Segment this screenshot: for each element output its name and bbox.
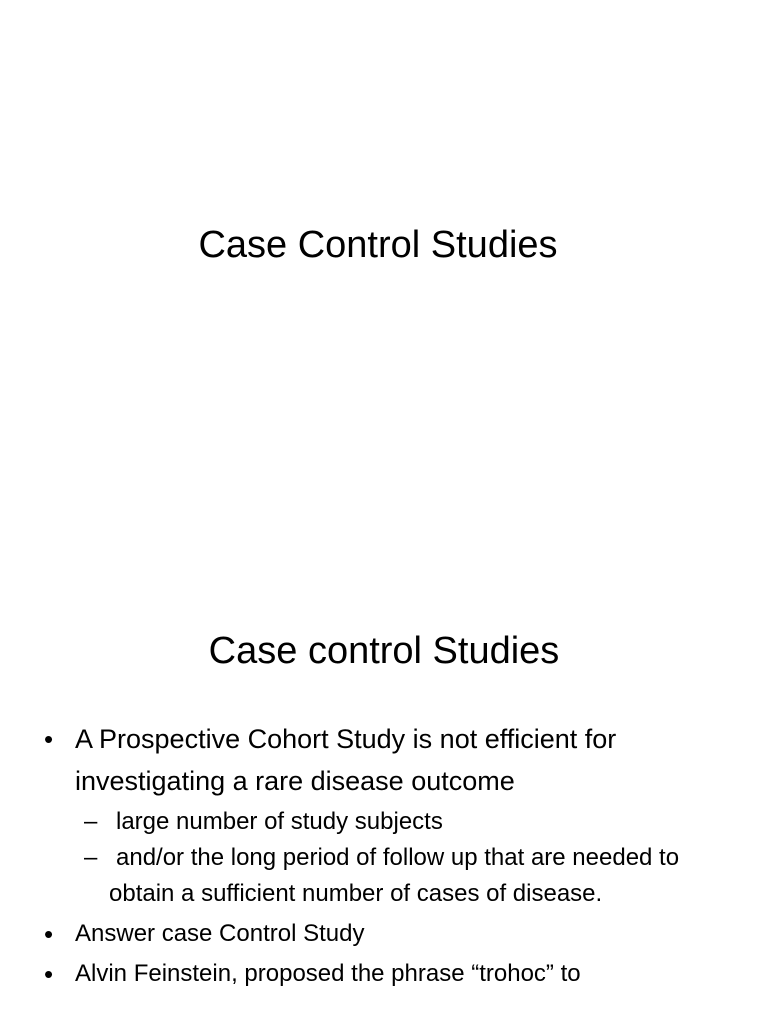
bullet-item — [0, 718, 768, 802]
slide-title: Case Control Studies — [198, 224, 558, 266]
sub-bullet-item — [0, 804, 768, 840]
dash-icon: – — [84, 808, 98, 835]
bullet-text: Alvin Feinstein, proposed the phrase “trohoc” to — [75, 960, 581, 987]
bullet-icon: • — [44, 959, 54, 989]
sub-bullet-text: and/or the long period of follow up that are needed to obtain a sufficient number of cases of disease. — [109, 844, 680, 907]
bullet-item — [0, 916, 768, 952]
sub-bullet-item — [0, 840, 768, 912]
sub-bullet-list — [0, 804, 768, 912]
bullet-list — [0, 718, 768, 994]
sub-bullet-group — [0, 804, 768, 912]
bullet-icon: • — [44, 724, 54, 754]
slide-heading: Case control Studies — [208, 630, 560, 672]
content-slide — [0, 576, 768, 1024]
bullet-item — [0, 956, 768, 992]
bullet-text: Answer case Control Study — [75, 920, 365, 947]
bullet-text: A Prospective Cohort Study is not efficient for investigating a rare disease outcome — [75, 724, 617, 796]
sub-bullet-text: large number of study subjects — [116, 808, 443, 835]
dash-icon: – — [84, 844, 98, 871]
bullet-icon: • — [44, 919, 54, 949]
